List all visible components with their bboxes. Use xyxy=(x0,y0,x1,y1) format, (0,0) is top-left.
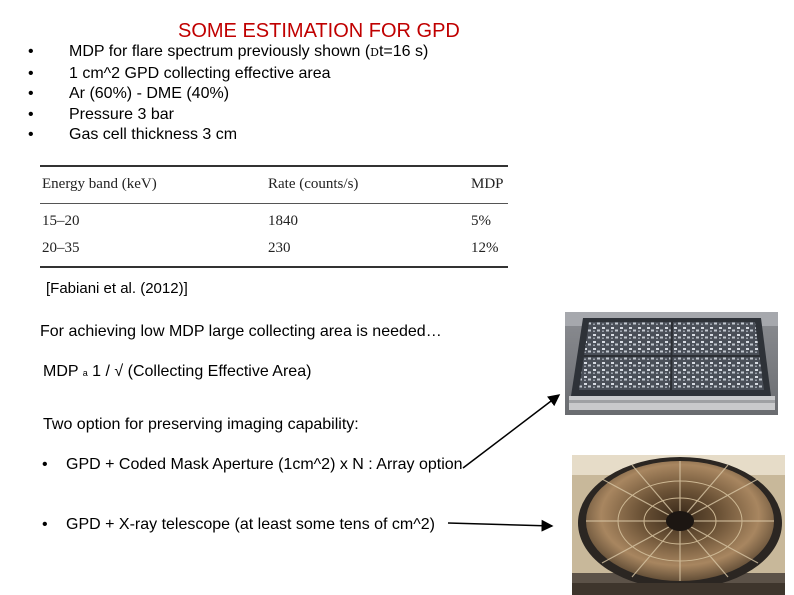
table-cell: 12% xyxy=(471,240,499,256)
bullet-marker: • xyxy=(28,43,34,60)
table-cell: 20–35 xyxy=(42,240,80,256)
option-coded-mask xyxy=(42,455,472,475)
parameter-list xyxy=(28,42,428,146)
citation: [Fabiani et al. (2012)] xyxy=(46,280,188,297)
bullet-text-thickness: Gas cell thickness 3 cm xyxy=(69,126,238,143)
bullet-marker: • xyxy=(42,516,48,533)
list-item xyxy=(28,64,428,85)
list-item xyxy=(28,84,428,105)
list-item xyxy=(28,105,428,126)
table-header-energy: Energy band (keV) xyxy=(42,176,157,192)
table-cell: 5% xyxy=(471,213,491,229)
bullet-marker: • xyxy=(28,126,34,143)
bullet-text-pressure: Pressure 3 bar xyxy=(69,105,174,123)
bullet-marker: • xyxy=(28,105,34,123)
table-header-mdp: MDP xyxy=(471,176,504,192)
mdp-table xyxy=(40,165,508,269)
bullet-text-mdp: MDP for flare spectrum previously shown (Dt=16 s) xyxy=(69,43,429,60)
table-header-rate: Rate (counts/s) xyxy=(268,176,359,192)
bullet-text-area: 1 cm^2 GPD collecting effective area xyxy=(69,64,331,82)
option-text: GPD + Coded Mask Aperture (1cm^2) x N : Array option xyxy=(66,456,463,473)
table-rule-top xyxy=(40,165,508,167)
mdp-formula: MDP a 1 / √ (Collecting Effective Area) xyxy=(43,363,312,380)
table-cell: 1840 xyxy=(268,213,298,229)
arrow-to-coded-mask xyxy=(463,395,559,468)
option-text: GPD + X-ray telescope (at least some tens of cm^2) xyxy=(66,516,435,533)
bullet-marker: • xyxy=(28,85,34,102)
list-item xyxy=(28,125,428,146)
coded-mask-array-photo xyxy=(565,312,778,415)
proportional-symbol: a xyxy=(82,368,88,378)
table-rule-mid xyxy=(40,203,508,204)
list-item xyxy=(28,42,428,64)
option-xray-telescope xyxy=(42,515,452,535)
table-rule-bottom xyxy=(40,266,508,268)
table-cell: 15–20 xyxy=(42,213,80,229)
bullet-marker: • xyxy=(42,456,48,473)
page-title: SOME ESTIMATION FOR GPD xyxy=(178,20,460,42)
collecting-area-paragraph: For achieving low MDP large collecting area is needed… xyxy=(40,323,442,340)
xray-telescope-photo xyxy=(572,455,785,595)
table-cell: 230 xyxy=(268,240,291,256)
options-intro: Two option for preserving imaging capability: xyxy=(43,416,359,433)
arrow-to-telescope xyxy=(448,523,552,526)
bullet-marker: • xyxy=(28,64,34,82)
bullet-text-gas: Ar (60%) - DME (40%) xyxy=(69,85,230,102)
